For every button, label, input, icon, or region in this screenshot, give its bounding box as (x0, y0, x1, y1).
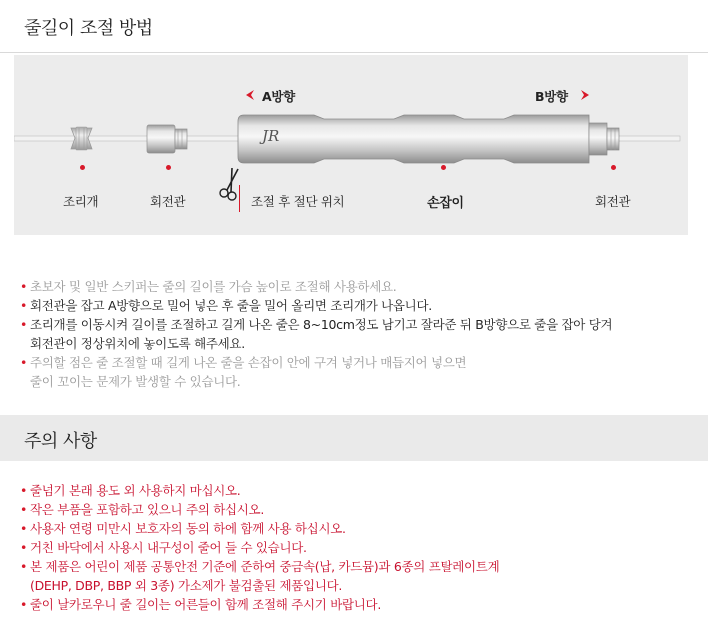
label-handle: 손잡이 (427, 196, 464, 211)
caution-line: • 거친 바닥에서 사용시 내구성이 줄어 들 수 있습니다. (30, 540, 307, 555)
instruction-item (20, 315, 690, 353)
cut-position-line (239, 185, 240, 212)
instruction-line: 회전관이 정상위치에 놓이도록 해주세요. (30, 336, 245, 351)
arrow-right-icon (581, 90, 589, 100)
caution-item (20, 481, 690, 500)
caution-header-bar (0, 415, 708, 461)
caution-line: • 줄이 날카로우니 줄 길이는 어른들이 함께 조절해 주시기 바랍니다. (30, 597, 381, 612)
instruction-list (20, 277, 690, 391)
title-divider (0, 52, 708, 53)
caution-list (20, 481, 690, 614)
marker-dot-swivel-right (611, 165, 616, 170)
instruction-item (20, 296, 690, 315)
caution-item (20, 519, 690, 538)
caution-item (20, 595, 690, 614)
swivel-part-left (147, 125, 187, 153)
caution-line: • 본 제품은 어린이 제품 공통안전 기준에 준하여 중금속(납, 카드뮴)과 6종의 프탈레이트계 (30, 559, 500, 574)
instruction-item (20, 277, 690, 296)
direction-b-label: B방향 (535, 89, 568, 104)
caution-line: (DEHP, DBP, BBP 외 3종) 가소제가 불검출된 제품입니다. (30, 578, 343, 593)
marker-dot-handle (441, 165, 446, 170)
rope-diagram (14, 55, 688, 235)
instruction-line: 줄이 꼬이는 문제가 발생할 수 있습니다. (30, 374, 241, 389)
label-swivel-right: 회전관 (595, 194, 631, 209)
label-grip: 조리개 (63, 194, 99, 209)
marker-dot-swivel-left (166, 165, 171, 170)
caution-item (20, 557, 690, 595)
caution-line: • 사용자 연령 미만시 보호자의 동의 하에 함께 사용 하십시오. (30, 521, 346, 536)
handle-part (238, 115, 619, 163)
caution-item (20, 500, 690, 519)
rope-illustration (14, 55, 688, 235)
scissors-icon (220, 168, 238, 200)
instruction-line: • 초보자 및 일반 스키퍼는 줄의 길이를 가슴 높이로 조절해 사용하세요. (30, 279, 397, 294)
instruction-line: • 조리개를 이동시켜 길이를 조절하고 길게 나온 줄은 8~10cm정도 남기고 잘라준 뒤 B방향으로 줄을 잡아 당겨 (30, 317, 613, 332)
label-cut-position: 조절 후 절단 위치 (251, 194, 345, 209)
instruction-line: • 회전관을 잡고 A방향으로 밀어 넣은 후 줄을 밀어 올리면 조리개가 나옵니다. (30, 298, 432, 313)
section-title-length-adjust: 줄길이 조절 방법 (24, 18, 153, 39)
caution-line: • 작은 부품을 포함하고 있으니 주의 하십시오. (30, 502, 264, 517)
section-title-caution: 주의 사항 (24, 431, 97, 452)
instruction-line: • 주의할 점은 줄 조절할 때 길게 나온 줄을 손잡이 안에 구겨 넣거나 매듭지어 넣으면 (30, 355, 467, 370)
caution-item (20, 538, 690, 557)
instruction-item (20, 353, 690, 391)
direction-a-label: A방향 (262, 89, 295, 104)
label-swivel-left: 회전관 (150, 194, 186, 209)
marker-dot-grip (80, 165, 85, 170)
caution-line: • 줄넘기 본래 용도 외 사용하지 마십시오. (30, 483, 241, 498)
arrow-left-icon (246, 90, 254, 100)
handle-logo: JR (262, 127, 280, 145)
